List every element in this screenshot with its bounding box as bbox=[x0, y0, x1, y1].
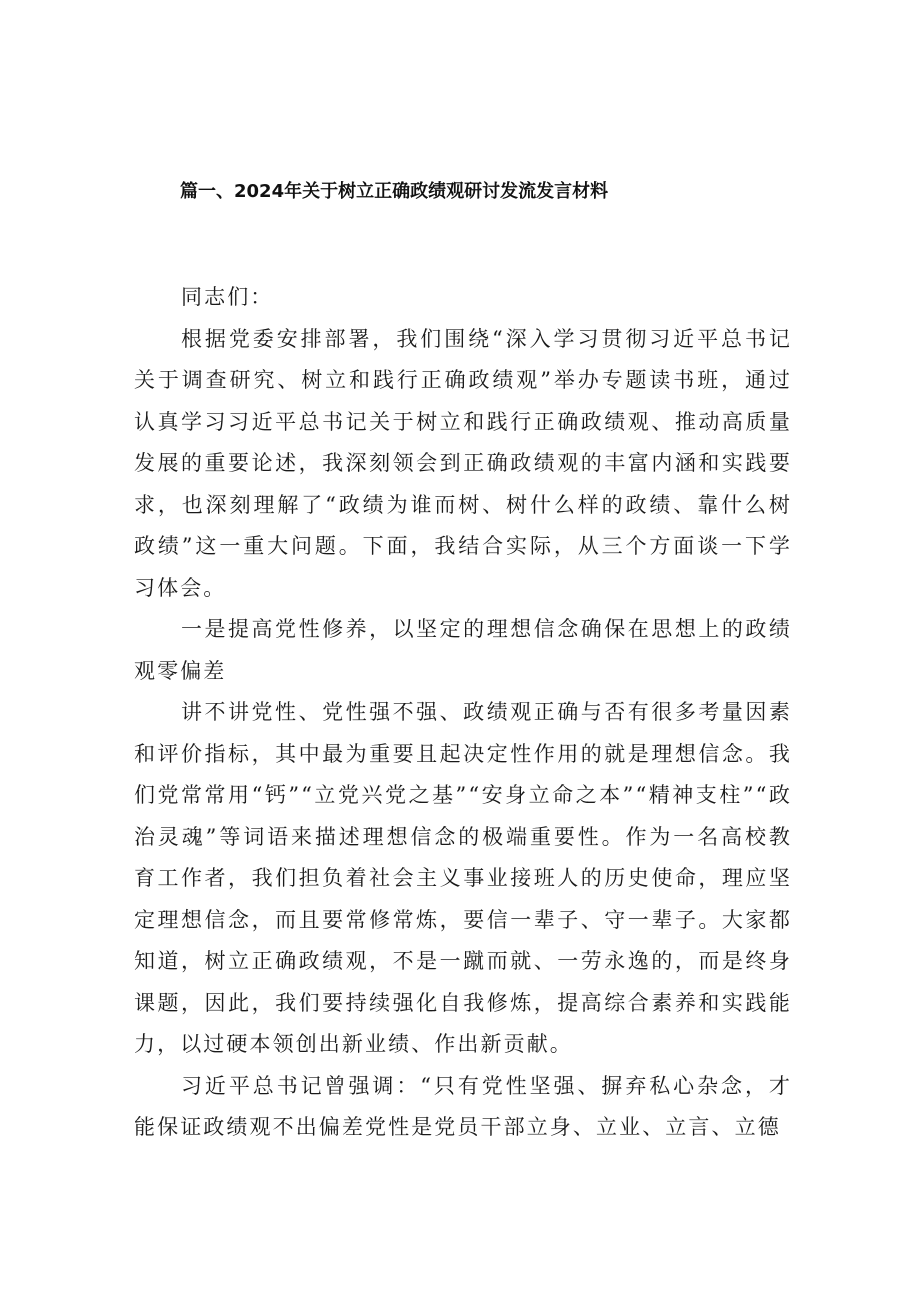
paragraph-ideals: 讲不讲党性、党性强不强、政绩观正确与否有很多考量因素和评价指标，其中最为重要且起决定性作用的就是理想信念。我们党常常用“钙”“立党兴党之基”“安身立命之本”“精神支柱”“政治灵魂”等词语来描述理想信念的极端重要性。作为一名高校教育工作者，我们担负着社会主义事业接班人的历史使命，理应坚定理想信念，而且要常修常炼，要信一辈子、守一辈子。大家都知道，树立正确政绩观，不是一蹴而就、一劳永逸的，而是终身课题，因此，我们要持续强化自我修炼，提高综合素养和实践能力，以过硬本领创出新业绩、作出新贡献。 bbox=[134, 700, 792, 1056]
greeting: 同志们： bbox=[181, 285, 274, 309]
section-heading-1: 一是提高党性修养，以坚定的理想信念确保在思想上的政绩观零偏差 bbox=[134, 617, 792, 683]
document-body bbox=[134, 277, 792, 1149]
document-title: 篇一、2024年关于树立正确政绩观研讨发流发言材料 bbox=[180, 181, 609, 202]
paragraph-intro: 根据党委安排部署，我们围绕“深入学习贯彻习近平总书记关于调查研究、树立和践行正确政绩观”举办专题读书班，通过认真学习习近平总书记关于树立和践行正确政绩观、推动高质量发展的重要论述，我深刻领会到正确政绩观的丰富内涵和实践要求，也深刻理解了“政绩为谁而树、树什么样的政绩、靠什么树政绩”这一重大问题。下面，我结合实际，从三个方面谈一下学习体会。 bbox=[134, 326, 792, 600]
paragraph-quote: 习近平总书记曾强调：“只有党性坚强、摒弃私心杂念，才能保证政绩观不出偏差党性是党员干部立身、立业、立言、立德 bbox=[134, 1073, 792, 1139]
